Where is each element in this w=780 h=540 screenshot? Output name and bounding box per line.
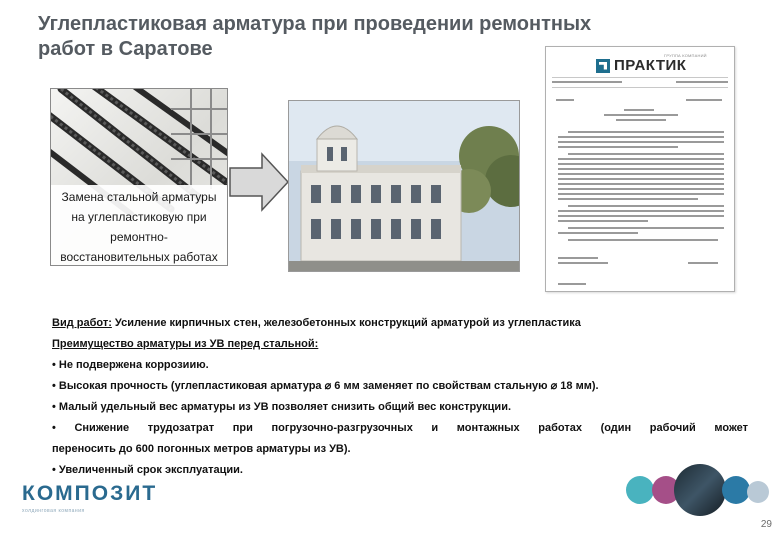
composite-logo [22,482,157,514]
letter-text-line [604,114,678,116]
letter-text-line [558,163,724,165]
teal-circle [626,476,654,504]
letter-text-line [558,210,724,212]
brand-tagline: холдинговая компания [22,508,85,514]
letter-divider [552,77,728,78]
slide-body [52,313,748,481]
caption-line: ремонтно- [110,230,168,244]
work-type-label: Вид работ: [52,317,112,329]
caption-line: Замена стальной арматуры [61,190,217,204]
letter-text-line [558,193,724,195]
letter-text-line [558,183,724,185]
letter-text-line [616,119,666,121]
letter-company-name: ПРАКТИК [614,57,687,74]
letter-text-line [624,109,654,111]
letter-text-line [558,141,724,143]
building-illustration [289,101,520,272]
page-number: 29 [760,519,772,530]
bullet-item: • Не подвержена коррозиию. [52,359,209,371]
letter-text-line [558,262,608,264]
title-line-2: работ в Саратове [38,38,213,60]
bullet-item: • Малый удельный вес арматуры из УВ позволяет снизить общий вес конструкции. [52,401,512,413]
letter-text-line [558,215,724,217]
rebar-caption [51,185,227,265]
letter-logo [596,57,686,74]
bullet-item: • Высокая прочность (углепластиковая арматура ⌀ 6 мм заменяет по свойствам стальную ⌀ 18 мм). [52,380,599,392]
praktik-logo-icon [596,59,610,73]
decorative-circles [620,462,770,518]
blue-circle [722,476,750,504]
letter-text-line [558,158,724,160]
light-blue-circle [747,481,769,503]
work-type-text: Усиление кирпичных стен, железобетонных конструкций арматурой из углепластика [111,317,581,329]
letter-text-line [558,232,638,234]
letter-text-line [558,283,586,285]
letter-text-line [568,227,724,229]
letter-text-line [558,178,724,180]
letter-text-line [558,173,724,175]
title-line-1: Углепластиковая арматура при проведении ремонтных [38,13,592,35]
caption-line: на углепластиковую при [71,210,207,224]
letter-text-line [558,136,724,138]
recommendation-letter [545,46,735,292]
arrow-right-icon [228,150,292,214]
letter-text-line [568,131,724,133]
letter-text-line [558,257,598,259]
letter-text-line [552,81,622,83]
letter-text-line [558,168,724,170]
letter-divider [552,87,728,88]
letter-text-line [568,205,724,207]
bullet-item: • Снижение трудозатрат при погрузочно-разгрузочных и монтажных работах (один рабочий может [52,422,748,434]
letter-text-line [676,81,728,83]
letter-text-line [568,239,718,241]
letter-text-line [688,262,718,264]
letter-text-line [558,188,724,190]
rebar-photo [50,88,228,266]
letter-text-line [558,146,678,148]
bullet-item-continuation: переносить до 600 погонных метров арматуры из УВ). [52,443,351,455]
work-type-line [52,313,748,334]
letter-text-line [686,99,722,101]
advantage-heading: Преимущество арматуры из УВ перед стальной: [52,338,319,350]
carbon-fiber-circle [674,464,726,516]
letter-text-line [558,198,698,200]
letter-company-group: ГРУППА КОМПАНИЙ [664,53,707,58]
building-photo [288,100,520,272]
letter-text-line [568,153,724,155]
caption-line: восстановительных работах [60,250,218,264]
letter-text-line [556,99,574,101]
brand-name: КОМПОЗИТ [22,482,158,505]
letter-text-line [558,220,648,222]
bullet-item: • Увеличенный срок эксплуатации. [52,464,243,476]
